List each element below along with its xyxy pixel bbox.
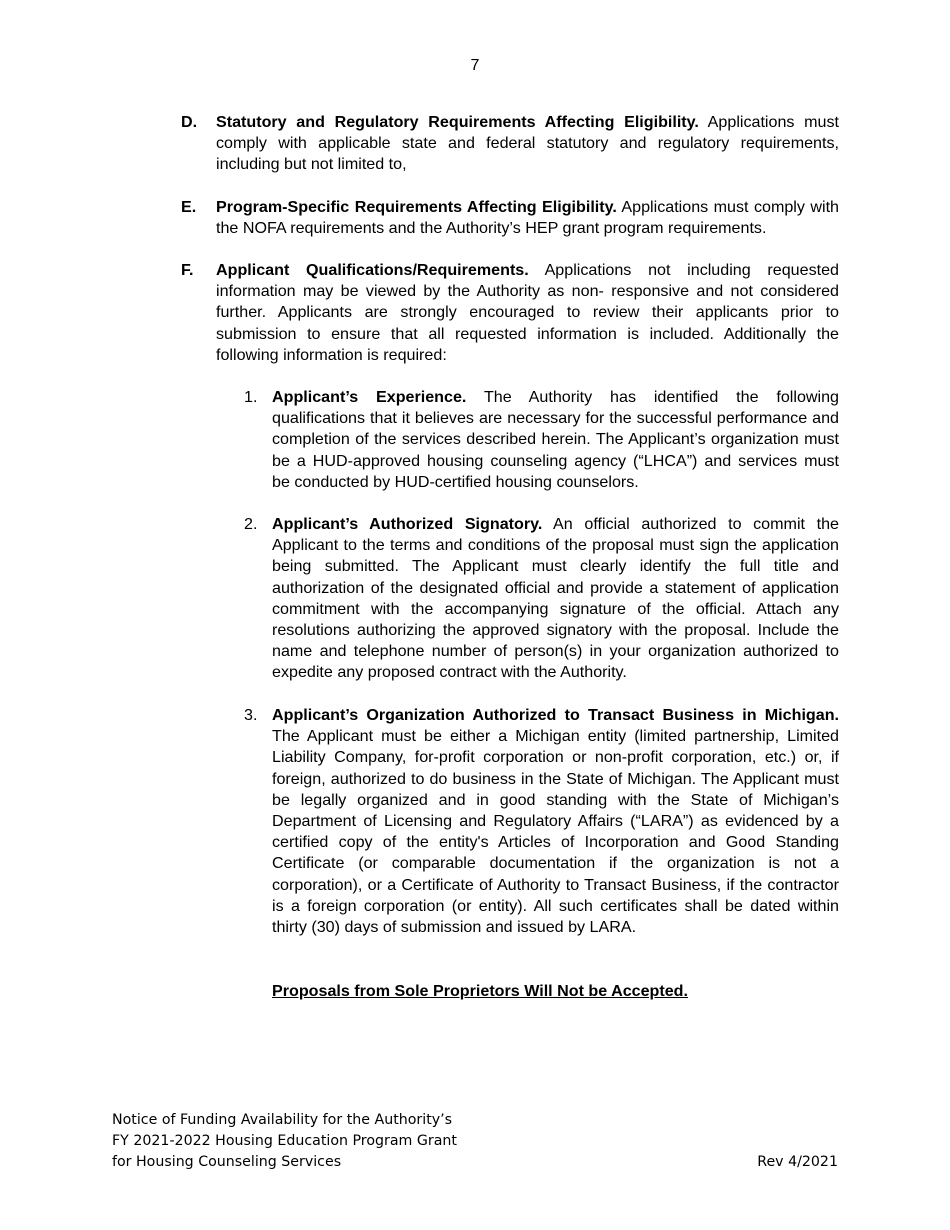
sole-proprietor-notice: Proposals from Sole Proprietors Will Not be Accepted. bbox=[272, 982, 688, 1000]
item-body bbox=[272, 387, 839, 493]
requirement-item-1 bbox=[244, 387, 839, 493]
item-heading: Applicant’s Organization Authorized to Transact Business in Michigan. bbox=[272, 706, 839, 724]
page-number: 7 bbox=[470, 57, 480, 74]
section-heading: Program-Specific Requirements Affecting Eligibility. bbox=[216, 198, 617, 216]
item-text: An official authorized to commit the Applicant to the terms and conditions of the proposal must sign the application being submitted. The Applicant must clearly identify the full title and authorization of the designated official and provide a statement of application commitment with the accompanying signature of the official. Attach any resolutions authorizing the approved signatory with the proposal. Include the name and telephone number of person(s) in your organization authorized to expedite any proposed contract with the Authority. bbox=[272, 515, 839, 682]
section-text: Applications must comply with the NOFA requirements and the Authority’s HEP grant program requirements. bbox=[216, 198, 839, 238]
item-heading: Applicant’s Experience. bbox=[272, 388, 467, 406]
item-body bbox=[272, 705, 839, 938]
footer-revision: Rev 4/2021 bbox=[757, 1154, 838, 1170]
item-heading: Applicant’s Authorized Signatory. bbox=[272, 515, 543, 533]
section-text: Applications must comply with applicable state and federal statutory and regulatory requirements, including but not limited to, bbox=[216, 113, 839, 174]
section-letter: F. bbox=[181, 261, 194, 279]
requirement-item-2 bbox=[244, 514, 839, 684]
section-letter: D. bbox=[181, 113, 198, 131]
item-number: 1. bbox=[244, 388, 258, 406]
section-heading: Applicant Qualifications/Requirements. bbox=[216, 261, 529, 279]
section-text: Applications not including requested information may be viewed by the Authority as non- responsive and not considered further. Applicants are strongly encouraged to review their applicants prior to submission to ensure that all requested information is included. Additionally the following information is required: bbox=[216, 261, 839, 364]
section-e bbox=[181, 197, 839, 239]
section-d bbox=[181, 112, 839, 176]
section-letter: E. bbox=[181, 198, 197, 216]
section-heading: Statutory and Regulatory Requirements Affecting Eligibility. bbox=[216, 113, 699, 131]
section-f bbox=[181, 260, 839, 366]
footer-line: FY 2021-2022 Housing Education Program Grant bbox=[112, 1133, 457, 1150]
footer-title bbox=[112, 1110, 457, 1174]
section-body bbox=[216, 197, 839, 239]
item-text: The Authority has identified the following qualifications that it believes are necessary for the successful performance and completion of the services described herein. The Applicant’s organization must be a HUD-approved housing counseling agency (“LHCA”) and services must be conducted by HUD-certified housing counselors. bbox=[272, 388, 840, 491]
section-body bbox=[216, 112, 839, 176]
item-text: The Applicant must be either a Michigan entity (limited partnership, Limited Liability Company, for-profit corporation or non-profit corporation, etc.) or, if foreign, authorized to do business in the State of Michigan. The Applicant must be legally organized and in good standing with the State of Michigan’s Department of Licensing and Regulatory Affairs (“LARA”) as evidenced by a certified copy of the entity's Articles of Incorporation and Good Standing Certificate (or comparable documentation if the organization is not a corporation), or a Certificate of Authority to Transact Business, if the contractor is a foreign corporation (or entity). All such certificates shall be dated within thirty (30) days of submission and issued by LARA. bbox=[272, 727, 839, 937]
item-number: 3. bbox=[244, 706, 258, 724]
item-number: 2. bbox=[244, 515, 258, 533]
section-body bbox=[216, 260, 839, 366]
footer-line: for Housing Counseling Services bbox=[112, 1154, 342, 1171]
requirement-item-3 bbox=[244, 705, 839, 938]
item-body bbox=[272, 514, 839, 684]
footer-line: Notice of Funding Availability for the Authority’s bbox=[112, 1112, 453, 1128]
